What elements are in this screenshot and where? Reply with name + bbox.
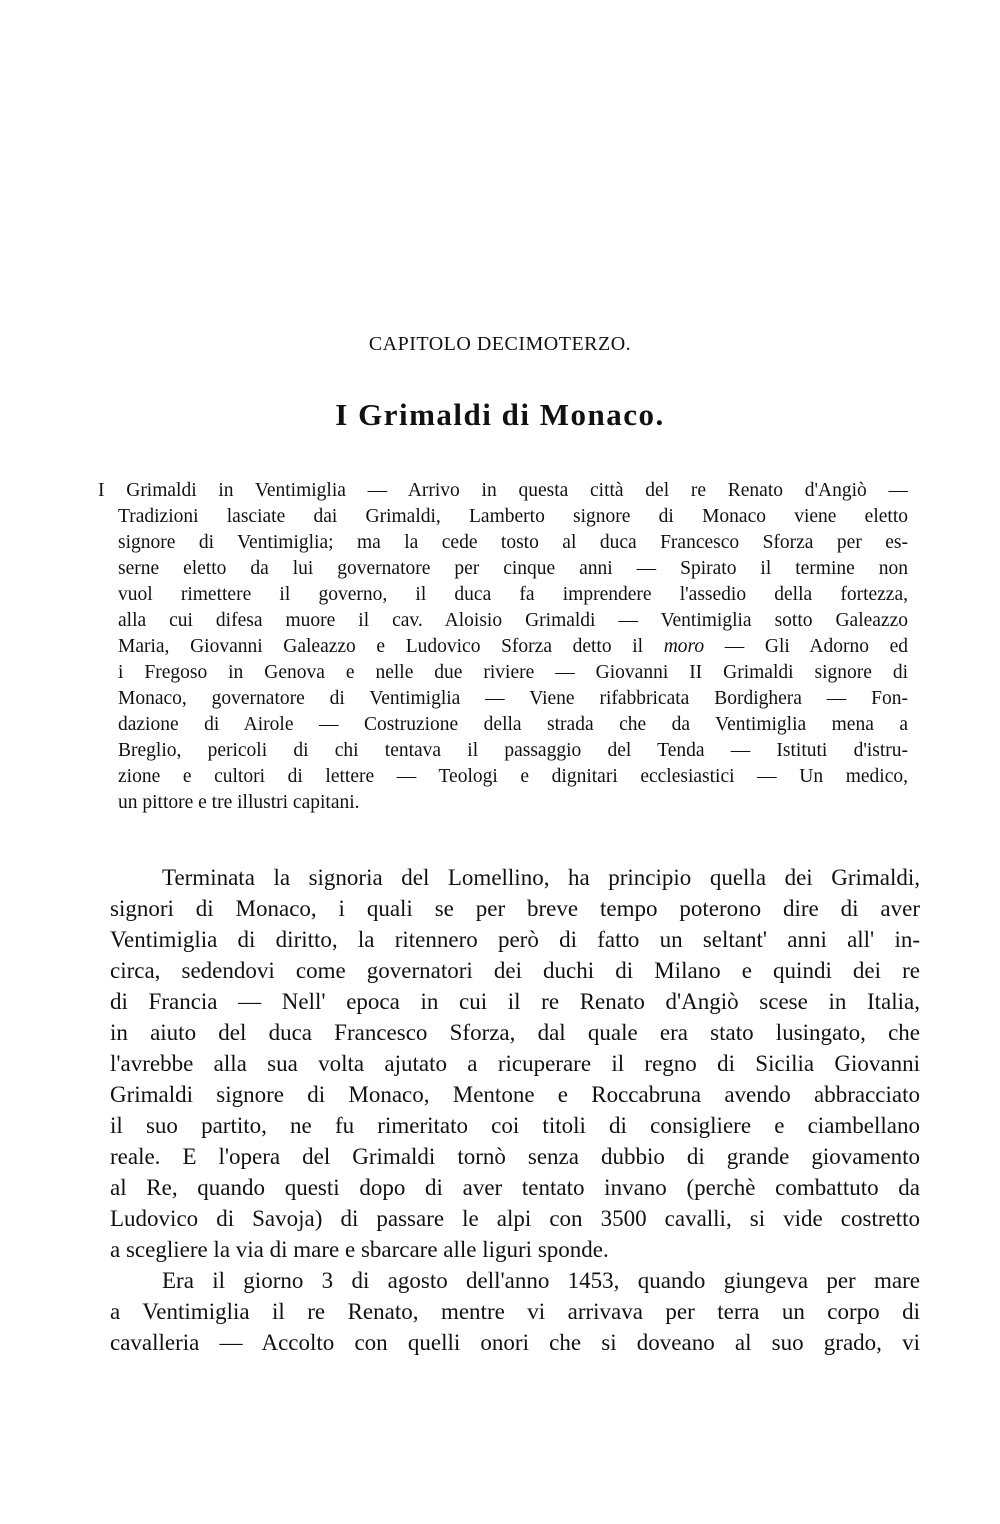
body-line: circa, sedendovi come governatori dei duchi di Milano e quindi dei re (110, 958, 920, 983)
summary-line: alla cui difesa muore il cav. Aloisio Grimaldi — Ventimiglia sotto Galeazzo (118, 610, 908, 631)
summary-line (118, 634, 908, 660)
body-line: in aiuto del duca Francesco Sforza, dal quale era stato lusingato, che (110, 1020, 920, 1045)
body-line: Terminata la signoria del Lomellino, ha principio quella dei Grimaldi, (162, 865, 920, 890)
body-line: cavalleria — Accolto con quelli onori che si doveano al suo grado, vi (110, 1330, 920, 1355)
chapter-title: I Grimaldi di Monaco. (335, 397, 665, 432)
body-line: signori di Monaco, i quali se per breve tempo poterono dire di aver (110, 896, 920, 921)
summary-line: Breglio, pericoli di chi tentava il passaggio del Tenda — Istituti d'istru- (118, 740, 908, 761)
summary-line: I Grimaldi in Ventimiglia — Arrivo in questa città del re Renato d'Angiò — (98, 480, 908, 501)
summary-line: Monaco, governatore di Ventimiglia — Viene rifabbricata Bordighera — Fon- (118, 688, 908, 709)
body-line: al Re, quando questi dopo di aver tentato invano (perchè combattuto da (110, 1175, 920, 1200)
body-line: reale. E l'opera del Grimaldi tornò senza dubbio di grande giovamento (110, 1144, 920, 1169)
body-line: l'avrebbe alla sua volta ajutato a ricuperare il regno di Sicilia Giovanni (110, 1051, 920, 1076)
summary-line: dazione di Airole — Costruzione della strada che da Ventimiglia mena a (118, 714, 908, 735)
body-text (110, 862, 920, 1358)
summary-line: vuol rimettere il governo, il duca fa imprendere l'assedio della fortezza, (118, 584, 908, 605)
body-line: Era il giorno 3 di agosto dell'anno 1453, quando giungeva per mare (162, 1268, 920, 1293)
body-line: Ludovico di Savoja) di passare le alpi con 3500 cavalli, si vide costretto (110, 1206, 920, 1231)
body-line: Ventimiglia di diritto, la ritennero però di fatto un seltant' anni all' in- (110, 927, 920, 952)
summary-line: zione e cultori di lettere — Teologi e dignitari ecclesiastici — Un medico, (118, 766, 908, 787)
summary-line: signore di Ventimiglia; ma la cede tosto al duca Francesco Sforza per es- (118, 532, 908, 553)
italic-word: moro (663, 636, 705, 657)
body-line: Grimaldi signore di Monaco, Mentone e Roccabruna avendo abbracciato (110, 1082, 920, 1107)
summary-line: Tradizioni lasciate dai Grimaldi, Lamberto signore di Monaco viene eletto (118, 506, 908, 527)
body-line: a scegliere la via di mare e sbarcare alle liguri sponde. (110, 1237, 609, 1262)
chapter-heading: CAPITOLO DECIMOTERZO. (368, 333, 632, 355)
body-line: di Francia — Nell' epoca in cui il re Renato d'Angiò scese in Italia, (110, 989, 920, 1014)
body-line: il suo partito, ne fu rimeritato coi titoli di consigliere e ciambellano (110, 1113, 920, 1138)
chapter-summary (98, 478, 909, 816)
summary-line: serne eletto da lui governatore per cinque anni — Spirato il termine non (118, 558, 908, 579)
summary-line: i Fregoso in Genova e nelle due riviere — Giovanni II Grimaldi signore di (118, 662, 908, 683)
body-line: a Ventimiglia il re Renato, mentre vi arrivava per terra un corpo di (110, 1299, 920, 1324)
summary-line: un pittore e tre illustri capitani. (118, 792, 360, 813)
summary-line-text: Maria, Giovanni Galeazzo e Ludovico Sforza detto il (118, 636, 644, 657)
summary-line-text: — Gli Adorno ed (724, 636, 909, 657)
